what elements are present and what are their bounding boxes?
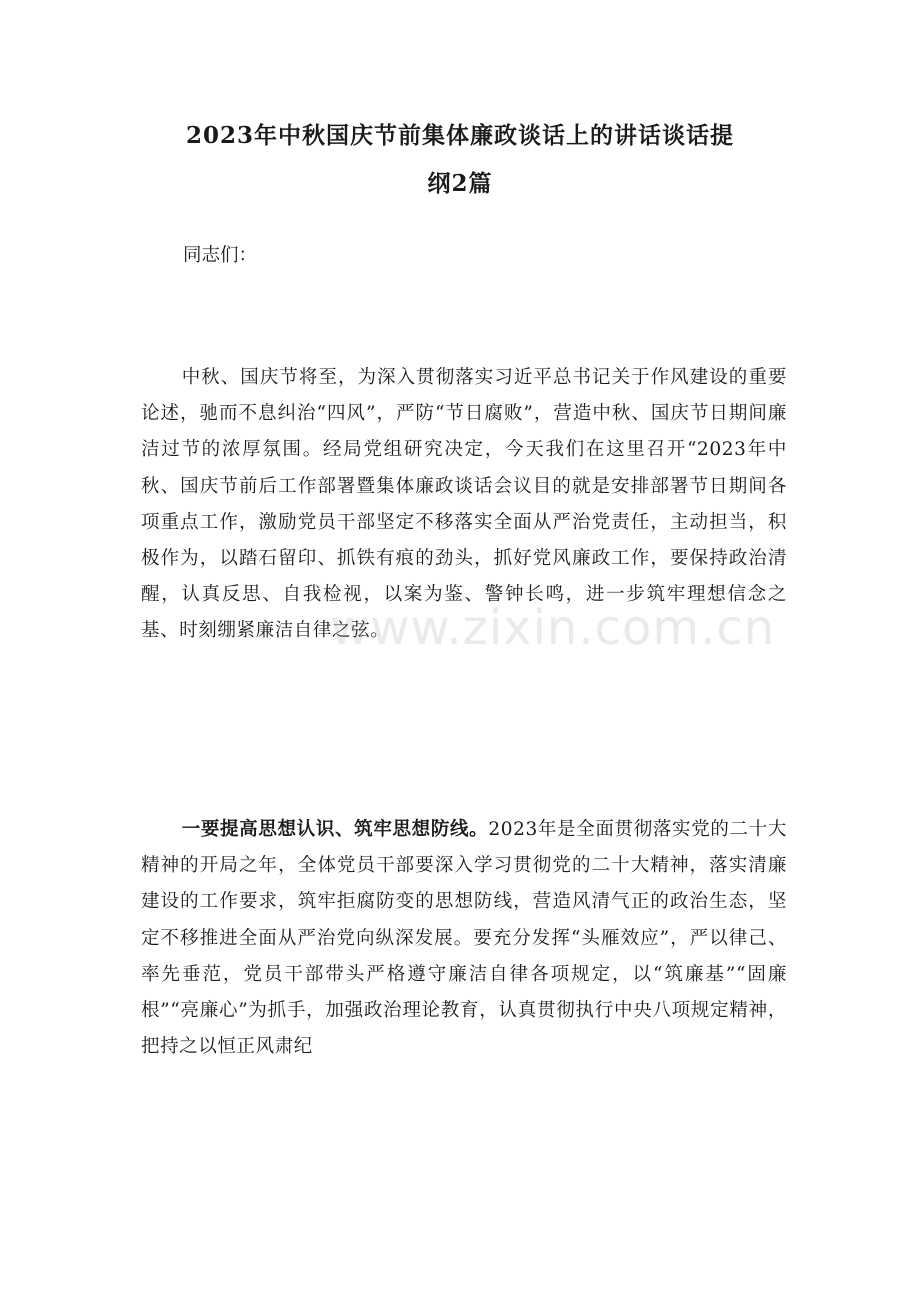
title-line-1: 2023年中秋国庆节前集体廉政谈话上的讲话谈话提 <box>185 122 734 149</box>
greeting: 同志们： <box>183 245 258 266</box>
paragraph-2-body: 2023年是全面贯彻落实党的二十大精神的开局之年，全体党员干部要深入学习贯彻党的二十大精神，落实清廉建设的工作要求，筑牢拒腐防变的思想防线，营造风清气正的政治生态，坚定不移推进全面从严治党向纵深发展。要充分发挥“头雁效应”，严以律己、率先垂范，党员干部带头严格遵守廉洁自律各项规定，以“筑廉基”“固廉根”“亮廉心”为抓手，加强政治理论教育，认真贯彻执行中央八项规定精神，把持之以恒正风肃纪 <box>141 819 787 1058</box>
document-title <box>120 112 800 208</box>
paragraph-2-lead: 一要提高思想认识、筑牢思想防线。 <box>181 819 489 840</box>
paragraph-1: 中秋、国庆节将至，为深入贯彻落实习近平总书记关于作风建设的重要论述，驰而不息纠治“四风”，严防“节日腐败”，营造中秋、国庆节日期间廉洁过节的浓厚氛围。经局党组研究决定，今天我们在这里召开“2023年中秋、国庆节前后工作部署暨集体廉政谈话会议目的就是安排部署节日期间各项重点工作，激励党员干部坚定不移落实全面从严治党责任，主动担当，积极作为，以踏石留印、抓铁有痕的劲头，抓好党风廉政工作，要保持政治清醒，认真反思、自我检视，以案为鉴、警钟长鸣，进一步筑牢理想信念之基、时刻绷紧廉洁自律之弦。 <box>141 367 787 642</box>
title-line-2: 纲2篇 <box>427 170 493 197</box>
watermark: www.zixin.com.cn <box>330 600 776 656</box>
paragraph-2 <box>141 812 787 1065</box>
